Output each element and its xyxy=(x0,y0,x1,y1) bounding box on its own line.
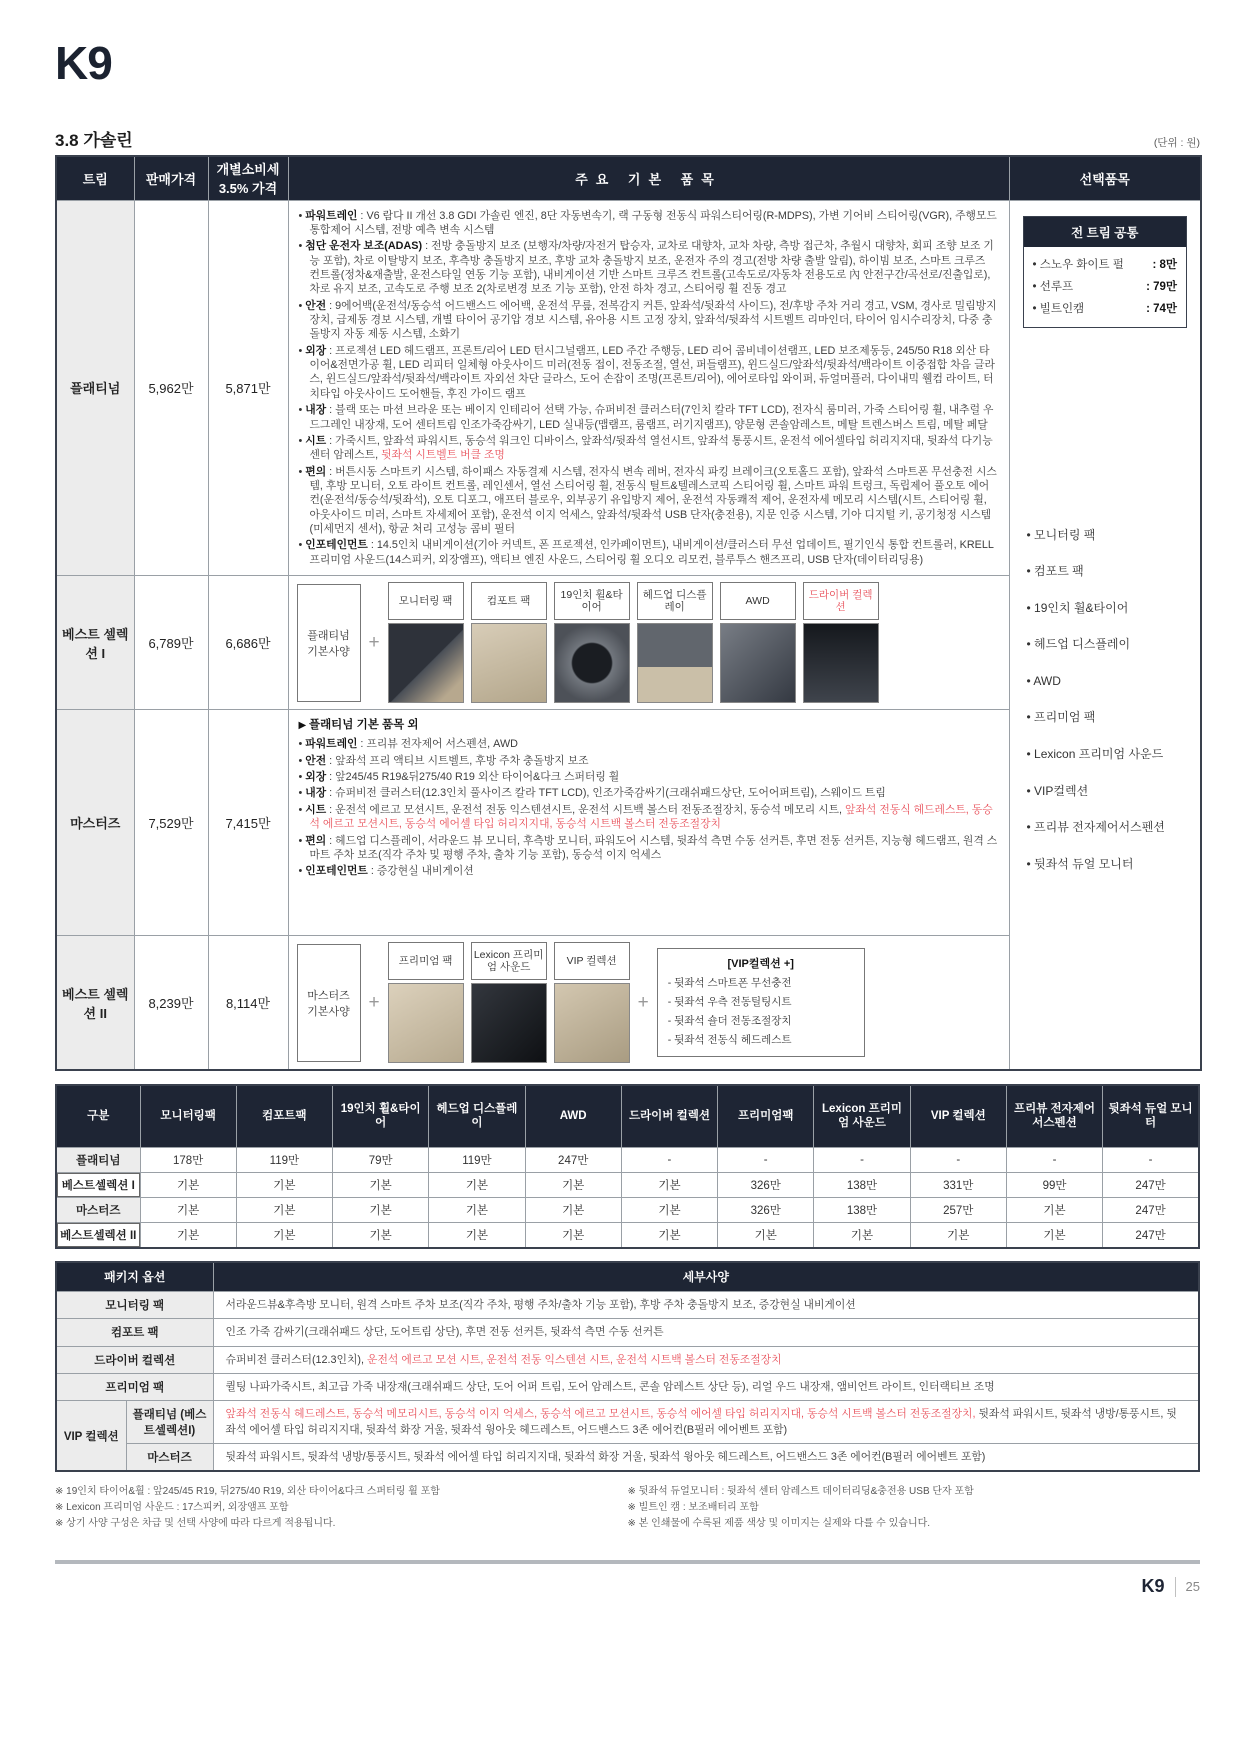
feature-colon: : xyxy=(422,240,432,253)
matrix-price-cell: 기본 xyxy=(1006,1222,1102,1248)
feature-label: 편의 xyxy=(305,834,327,847)
feature-text: V6 람다 II 개선 3.8 GDI 가솔린 엔진, 8단 자동변속기, 랙 구동형 전동식 파워스티어링(R-MDPS), 가변 기어비 스티어링(VGR), 주행모드 통합제어 시스템, 전방 예측 변속 시스템 xyxy=(309,209,997,236)
sale-price: 7,529만 xyxy=(134,710,208,936)
footnote: ※ Lexicon 프리미엄 사운드 : 17스피커, 외장앰프 포함 xyxy=(55,1502,289,1514)
footnote: ※ 본 인쇄물에 수록된 제품 색상 및 이미지는 실제와 다를 수 있습니다. xyxy=(627,1518,931,1530)
matrix-price-cell: 기본 xyxy=(621,1172,717,1197)
feature-text: 앞좌석 프리 액티브 시트벨트, 후방 주차 충돌방지 보조 xyxy=(335,754,589,767)
matrix-price-cell: 247만 xyxy=(1103,1222,1199,1248)
feature-label: 외장 xyxy=(305,771,327,784)
package-row xyxy=(56,1373,1199,1400)
feature-label: 외장 xyxy=(305,344,327,357)
sidebar-option: • Lexicon 프리미엄 사운드 xyxy=(1027,747,1179,763)
matrix-price-cell: 138만 xyxy=(814,1172,910,1197)
feature-label: 내장 xyxy=(305,404,327,417)
feature-text: 버튼시동 스마트키 시스템, 하이패스 자동결제 시스템, 전자식 변속 레버, 전자식 파킹 브레이크(오토홀드 포함), 앞좌석 스마트폰 무선충전 시스템, 후방 모니터, 오토 라이트 컨트롤, 레인센서, 열선 스티어링 휠, 전동식 틸트&텔레스코픽 스티어링 휠, 스마트 파워 트렁크, 독립제어 풀오토 에어컨(운전석/동승석/뒷좌석), 오토 디포그, 애프터 블로우, 외부공기 유입방지 제어, 운전석 자동쾌적 제어, 운전자세 메모리 시스템(시트, 스티어링 휠, 아웃사이드 미러, 스마트 자세제어 포함), 운전석 이지 억세스, 앞좌석/뒷좌석 USB 단자(충전용), 지문 인증 시스템, 기아 디지털 키, 공기청정 시스템(미세먼지 센서), 항균 처리 고성능 콤비 필터 xyxy=(309,465,997,536)
plus-icon: + xyxy=(368,631,380,653)
unit-note: (단위 : 원) xyxy=(1153,137,1200,149)
matrix-price-cell: 79만 xyxy=(333,1147,429,1172)
package-row xyxy=(56,1400,1199,1443)
matrix-price-cell: - xyxy=(1006,1147,1102,1172)
option-card-photo xyxy=(720,623,796,703)
col-header-options: 선택품목 xyxy=(1009,156,1201,200)
option-card xyxy=(471,582,547,703)
package-desc-text: 슈퍼비전 클러스터(12.3인치), xyxy=(225,1353,368,1366)
matrix-price-cell: 119만 xyxy=(236,1147,332,1172)
common-option-label: • 빌트인캠 xyxy=(1033,300,1085,316)
feature-item xyxy=(299,754,999,768)
matrix-price-cell: 기본 xyxy=(333,1172,429,1197)
masters-note: ▶ 플래티넘 기본 품목 외 xyxy=(299,718,999,733)
feature-colon: : xyxy=(367,865,377,878)
matrix-row xyxy=(56,1147,1199,1172)
matrix-price-cell: 기본 xyxy=(236,1172,332,1197)
footnote: ※ 뒷좌석 듀얼모니터 : 뒷좌석 센터 암레스트 데이터리딩&충전용 USB 단자 포함 xyxy=(627,1486,974,1498)
matrix-price-cell: 178만 xyxy=(140,1147,236,1172)
engine-subtitle: 3.8 가솔린 xyxy=(55,131,133,150)
feature-colon: : xyxy=(326,834,336,847)
option-sidebar-cell xyxy=(1009,200,1201,1070)
vip-box-title: [VIP컬렉션 +] xyxy=(727,958,794,971)
feature-label: 시트 xyxy=(305,803,327,816)
matrix-price-cell: 331만 xyxy=(910,1172,1006,1197)
feature-label: 파워트레인 xyxy=(305,209,358,222)
tax-benefit-price: 8,114만 xyxy=(208,936,288,1071)
feature-colon: : xyxy=(357,209,367,222)
common-box-title: 전 트림 공통 xyxy=(1024,217,1187,247)
matrix-price-cell: 기본 xyxy=(140,1197,236,1222)
feature-text: 앞245/45 R19&뒤275/40 R19 외산 타이어&다크 스퍼터링 휠 xyxy=(335,771,620,784)
matrix-price-cell: 기본 xyxy=(140,1172,236,1197)
footnotes-left xyxy=(55,1484,628,1532)
option-card-label: VIP 컬렉션 xyxy=(554,942,630,980)
package-desc-text: 앞좌석 전동식 헤드레스트, 동승석 메모리시트, 동승석 이지 억세스, 동승석 에르고 모션시트, 동승석 에어셀 타입 허리지지대, 동승석 시트백 볼스터 전동조절장치, xyxy=(225,1407,979,1420)
option-card xyxy=(554,582,630,703)
common-option-price: : 8만 xyxy=(1152,258,1177,271)
matrix-price-cell: 326만 xyxy=(718,1197,814,1222)
trim-row-platinum xyxy=(56,200,1201,576)
section-header xyxy=(55,126,1200,151)
option-card-photo xyxy=(637,623,713,703)
sale-price: 8,239만 xyxy=(134,936,208,1071)
sidebar-option: • 프리미엄 팩 xyxy=(1027,710,1179,726)
feature-item xyxy=(299,403,999,432)
footnotes-right xyxy=(628,1484,1201,1532)
sidebar-option: • 컴포트 팩 xyxy=(1027,564,1179,580)
common-option-label: • 스노우 화이트 펄 xyxy=(1033,256,1124,272)
option-card-label: 헤드업 디스플레이 xyxy=(637,582,713,620)
trim-name: 플래티넘 xyxy=(56,200,134,576)
best-selection-2-content xyxy=(288,936,1009,1071)
option-card xyxy=(388,582,464,703)
sidebar-option: • 뒷좌석 듀얼 모니터 xyxy=(1027,857,1179,873)
common-option-price: : 74만 xyxy=(1146,302,1177,315)
package-desc-text: 운전석 에르고 모션 시트, 운전석 전동 익스텐션 시트, 운전석 시트백 볼스터 전동조절장치 xyxy=(367,1353,782,1366)
vip-feature: - 뒷좌석 스마트폰 무선충전 xyxy=(667,977,792,990)
matrix-price-cell: 257만 xyxy=(910,1197,1006,1222)
package-name: 드라이버 컬렉션 xyxy=(56,1346,213,1373)
matrix-price-cell: 기본 xyxy=(910,1222,1006,1248)
table-header-row xyxy=(56,156,1201,200)
matrix-header-cell: 뒷좌석 듀얼 모니터 xyxy=(1103,1085,1199,1147)
matrix-trim-label: 마스터즈 xyxy=(56,1197,140,1222)
feature-item xyxy=(299,299,999,342)
feature-item xyxy=(299,770,999,784)
option-card xyxy=(637,582,713,703)
package-desc xyxy=(213,1292,1199,1319)
feature-text: 운전석 에르고 모션시트, 운전석 전동 익스텐션시트, 운전석 시트백 볼스터 전동조절장치, 동승석 메모리 시트, xyxy=(335,803,846,816)
package-desc xyxy=(213,1319,1199,1346)
matrix-price-cell: 기본 xyxy=(429,1197,525,1222)
package-name: 모니터링 팩 xyxy=(56,1292,213,1319)
matrix-price-cell: 기본 xyxy=(621,1197,717,1222)
package-desc-text: 퀼팅 나파가죽시트, 최고급 가죽 내장재(크래쉬패드 상단, 도어 어퍼 트림, 도어 암레스트, 콘솔 암레스트 상단 등), 리얼 우드 내장재, 앰비언트 라이트, 인터랙티브 조명 xyxy=(225,1380,995,1393)
package-row xyxy=(56,1444,1199,1472)
feature-text: 앞좌석 전동식 헤드레스트, 동승석 에르고 모션시트, 동승석 에어셀 타입 허리지지대, 동승석 시트백 볼스터 전동조절장치 xyxy=(309,803,993,831)
trim-spec-table xyxy=(55,155,1202,1071)
footer-divider-bar xyxy=(55,1560,1200,1564)
footnote: ※ 상기 사양 구성은 차급 및 선택 사양에 따라 다르게 적용됩니다. xyxy=(55,1518,336,1530)
matrix-header-cell: 프리미엄팩 xyxy=(718,1085,814,1147)
matrix-price-cell: 기본 xyxy=(621,1222,717,1248)
matrix-price-cell: 119만 xyxy=(429,1147,525,1172)
col-header-price: 판매가격 xyxy=(134,156,208,200)
feature-text: 9에어백(운전석/동승석 어드밴스드 에어백, 운전석 무릎, 전복감지 커튼, 앞좌석/뒷좌석 사이드), 전/후방 주차 거리 경고, VSM, 경사로 밀림방지장치, 급제동 경보 시스템, 개별 타이어 공기압 경보 시스템, 유아용 시트 고정 장치, 앞좌석/뒷좌석 시트벨트 리마인더, 타이어 임시수리장치, 다중 충돌방지 자동 제동 시스템, 소화기 xyxy=(309,299,997,341)
matrix-header-cell: 드라이버 컬렉션 xyxy=(621,1085,717,1147)
tax-benefit-price: 7,415만 xyxy=(208,710,288,936)
package-detail-table xyxy=(55,1261,1200,1473)
feature-item xyxy=(299,737,999,751)
matrix-price-cell: 기본 xyxy=(236,1222,332,1248)
matrix-price-cell: 247만 xyxy=(525,1147,621,1172)
package-desc-text: 뒷좌석 파워시트, 뒷좌석 냉방/통풍시트, 뒷좌석 에어셀 타입 허리지지대, 뒷좌석 화장 거울, 뒷좌석 윙아웃 헤드레스트, 어드밴스드 3존 에어컨(B필러 에어벤트 포함) xyxy=(225,1407,1177,1437)
trim-name: 마스터즈 xyxy=(56,710,134,936)
matrix-price-cell: 기본 xyxy=(525,1172,621,1197)
common-option-list xyxy=(1024,247,1187,327)
option-card-photo xyxy=(554,623,630,703)
matrix-price-cell: 기본 xyxy=(236,1197,332,1222)
matrix-price-cell: 기본 xyxy=(429,1172,525,1197)
matrix-price-cell: 247만 xyxy=(1103,1197,1199,1222)
package-desc xyxy=(213,1400,1199,1443)
tax-benefit-price: 6,686만 xyxy=(208,576,288,710)
matrix-trim-label: 플래티넘 xyxy=(56,1147,140,1172)
all-trim-common-box xyxy=(1023,216,1188,328)
tax-benefit-price: 5,871만 xyxy=(208,200,288,576)
sale-price: 6,789만 xyxy=(134,576,208,710)
package-name: VIP 컬렉션 xyxy=(56,1400,126,1471)
feature-colon: : xyxy=(326,787,336,800)
package-desc xyxy=(213,1373,1199,1400)
matrix-header-cell: 모니터링팩 xyxy=(140,1085,236,1147)
option-card-label: 컴포트 팩 xyxy=(471,582,547,620)
page-number: 25 xyxy=(1185,1579,1200,1595)
feature-text: 14.5인치 내비게이션(기아 커넥트, 폰 프로젝션, 인카페이먼트), 내비게이션/클러스터 무선 업데이트, 필기인식 통합 컨트롤러, KRELL 프리미엄 사운드(14스피커, 외장앰프), 액티브 엔진 사운드, 스티어링 휠 오디오 리모컨, 블루투스 핸즈프리, USB 단자(데이터리딩용) xyxy=(309,539,994,566)
package-name-header: 패키지 옵션 xyxy=(56,1262,213,1292)
sidebar-option: • 모니터링 팩 xyxy=(1027,528,1179,544)
feature-text: 가죽시트, 앞좌석 파워시트, 동승석 워크인 디바이스, 앞좌석/뒷좌석 열선시트, 앞좌석 통풍시트, 운전석 에어셀타입 허리지지대, 뒷좌석 다기능 센터 암레스트, xyxy=(309,434,993,462)
matrix-price-cell: 기본 xyxy=(1006,1197,1102,1222)
col-header-trim: 트림 xyxy=(56,156,134,200)
feature-colon: : xyxy=(367,539,377,552)
option-card-label: 프리미엄 팩 xyxy=(388,942,464,980)
footer-model-name: K9 xyxy=(1141,1576,1165,1597)
option-card-photo xyxy=(471,623,547,703)
matrix-header-cell: VIP 컬렉션 xyxy=(910,1085,1006,1147)
option-card xyxy=(554,942,630,1063)
option-card-photo xyxy=(388,623,464,703)
matrix-trim-label: 베스트셀렉션 II xyxy=(56,1222,140,1248)
feature-item xyxy=(299,538,999,567)
option-card-label: 모니터링 팩 xyxy=(388,582,464,620)
feature-label: 파워트레인 xyxy=(305,738,358,751)
matrix-price-cell: 138만 xyxy=(814,1197,910,1222)
option-card xyxy=(471,942,547,1063)
feature-item xyxy=(299,786,999,800)
sidebar-option: • 헤드업 디스플레이 xyxy=(1027,637,1179,653)
sidebar-option: • 19인치 휠&타이어 xyxy=(1027,601,1179,617)
feature-colon: : xyxy=(326,299,336,312)
footnote: ※ 19인치 타이어&휠 : 앞245/45 R19, 뒤275/40 R19, 외산 타이어&다크 스퍼터링 휠 포함 xyxy=(55,1486,440,1498)
sidebar-option: • VIP컬렉션 xyxy=(1027,784,1179,800)
common-option xyxy=(1024,275,1187,297)
matrix-trim-label: 베스트셀렉션 I xyxy=(56,1172,140,1197)
package-row xyxy=(56,1319,1199,1346)
feature-label: 안전 xyxy=(305,299,327,312)
feature-item xyxy=(299,239,999,296)
matrix-price-cell: - xyxy=(1103,1147,1199,1172)
plus-icon: + xyxy=(637,991,649,1013)
matrix-price-cell: - xyxy=(621,1147,717,1172)
feature-label: 편의 xyxy=(305,465,327,478)
option-card-label: Lexicon 프리미엄 사운드 xyxy=(471,942,547,980)
feature-text: 프리뷰 전자제어 서스펜션, AWD xyxy=(366,738,518,751)
option-card-strip xyxy=(388,942,630,1063)
matrix-price-cell: 기본 xyxy=(525,1197,621,1222)
feature-item xyxy=(299,834,999,863)
common-option xyxy=(1024,253,1187,275)
package-row xyxy=(56,1292,1199,1319)
package-subname: 플래티넘 (베스트셀렉션I) xyxy=(126,1400,213,1443)
package-row xyxy=(56,1346,1199,1373)
option-price-header-row xyxy=(56,1085,1199,1147)
option-price-table xyxy=(55,1084,1200,1249)
trim-name: 베스트 셀렉션 I xyxy=(56,576,134,710)
base-spec-box: 플래티넘 기본사양 xyxy=(297,584,361,702)
best-selection-1-content xyxy=(288,576,1009,710)
matrix-price-cell: 기본 xyxy=(814,1222,910,1248)
feature-colon: : xyxy=(326,771,336,784)
matrix-price-cell: 기본 xyxy=(333,1197,429,1222)
sidebar-option: • AWD xyxy=(1027,674,1179,690)
feature-text: 프로젝션 LED 헤드램프, 프론트/리어 LED 턴시그널램프, LED 주간 주행등, LED 리어 콤비네이션램프, LED 보조제동등, 245/50 R18 외산 타이어&전면가공 휠, LED 리피터 일체형 아웃사이드 미러(전동 접이, 전동조절, 열선, 퍼들램프), 윈드실드/앞좌석/뒷좌석/백라이트 이중접합 차음 글라스, 윈드실드/앞좌석/뒷좌석/백라이트 자외선 차단 글라스, 도어 손잡이 조명(프론트/리어), 에어로타입 와이퍼, 듀얼머플러, 다이내믹 웰컴 라이트, 터치타입 아웃사이드 도어핸들, 후진 가이드 램프 xyxy=(309,344,995,400)
option-card-photo xyxy=(554,983,630,1063)
page-title: K9 xyxy=(55,37,112,89)
package-desc-text: 인조 가죽 감싸기(크래쉬패드 상단, 도어트림 상단), 후면 전동 선커튼, 뒷좌석 측면 수동 선커튼 xyxy=(225,1326,664,1339)
matrix-row xyxy=(56,1197,1199,1222)
matrix-price-cell: - xyxy=(910,1147,1006,1172)
feature-item xyxy=(299,344,999,401)
matrix-header-cell: 구분 xyxy=(56,1085,140,1147)
vip-feature: - 뒷좌석 전동식 헤드레스트 xyxy=(667,1034,792,1047)
col-header-main-items: 주요 기본 품목 xyxy=(288,156,1009,200)
footnote: ※ 빌트인 캠 : 보조배터리 포함 xyxy=(627,1502,759,1514)
masters-features-cell xyxy=(288,710,1009,936)
package-desc xyxy=(213,1346,1199,1373)
matrix-header-cell: 프리뷰 전자제어 서스펜션 xyxy=(1006,1085,1102,1147)
page-footer xyxy=(55,1576,1200,1597)
feature-label: 인포테인먼트 xyxy=(305,539,368,552)
feature-text: 슈퍼비전 클러스터(12.3인치 풀사이즈 칼라 TFT LCD), 인조가죽감싸기(크래쉬패드상단, 도어어퍼트림), 스웨이드 트림 xyxy=(335,787,886,800)
package-desc-text: 서라운드뷰&후측방 모니터, 원격 스마트 주차 보조(직각 주차, 평행 주차/출차 기능 포함), 후방 주차 충돌방지 보조, 증강현실 내비게이션 xyxy=(225,1299,856,1312)
sale-price: 5,962만 xyxy=(134,200,208,576)
matrix-header-cell: AWD xyxy=(525,1085,621,1147)
matrix-price-cell: - xyxy=(718,1147,814,1172)
package-desc-text: 뒷좌석 파워시트, 뒷좌석 냉방/통풍시트, 뒷좌석 에어셀 타입 허리지지대, 뒷좌석 화장 거울, 뒷좌석 윙아웃 헤드레스트, 어드밴스드 3존 에어컨(B필러 에어벤트 포함) xyxy=(225,1451,986,1464)
matrix-header-cell: Lexicon 프리미엄 사운드 xyxy=(814,1085,910,1147)
feature-colon: : xyxy=(326,803,336,816)
matrix-price-cell: 99만 xyxy=(1006,1172,1102,1197)
plus-icon: + xyxy=(368,991,380,1013)
vip-collection-plus-box xyxy=(657,948,865,1057)
feature-item xyxy=(299,864,999,878)
package-name: 프리미엄 팩 xyxy=(56,1373,213,1400)
matrix-price-cell: 기본 xyxy=(718,1222,814,1248)
matrix-price-cell: 기본 xyxy=(429,1222,525,1248)
package-subname: 마스터즈 xyxy=(126,1444,213,1472)
feature-text: 헤드업 디스플레이, 서라운드 뷰 모니터, 후측방 모니터, 파워도어 시스템, 뒷좌석 측면 수동 선커튼, 후면 전동 선커튼, 지능형 헤드램프, 원격 스마트 주차 보조(직각 주차 및 평행 주차, 출차 기능 포함), 동승석 이지 억세스 xyxy=(309,834,998,861)
matrix-row xyxy=(56,1222,1199,1248)
feature-colon: : xyxy=(357,738,367,751)
platinum-features-cell xyxy=(288,200,1009,576)
col-header-tax-price: 개별소비세 3.5% 가격 xyxy=(208,156,288,200)
matrix-price-cell: - xyxy=(814,1147,910,1172)
matrix-price-cell: 기본 xyxy=(140,1222,236,1248)
option-card-label: 19인치 휠&타이어 xyxy=(554,582,630,620)
option-card-label: AWD xyxy=(720,582,796,620)
feature-label: 인포테인먼트 xyxy=(305,865,368,878)
matrix-price-cell: 기본 xyxy=(333,1222,429,1248)
option-card-photo xyxy=(803,623,879,703)
optional-pack-list xyxy=(1027,528,1179,873)
matrix-row xyxy=(56,1172,1199,1197)
feature-colon: : xyxy=(326,434,336,447)
option-card-photo xyxy=(471,983,547,1063)
option-card-strip xyxy=(388,582,879,703)
feature-text: 증강현실 내비게이션 xyxy=(376,865,474,878)
feature-text: 전방 충돌방지 보조 (보행자/차량/자전거 탑승자, 교차로 대향차, 교차 차량, 측방 접근차, 추월시 대향차, 회피 조향 보조 기능 포함), 차로 이탈방지 보조, 후측방 충돌방지 보조, 후방 교차 충돌방지 보조, 운전자 주의 경고(전방 차량 출발 알림), 하이빔 보조, 스마트 크루즈 컨트롤(정차&재출발, 운전스타일 연동 기능 포함), 내비게이션 기반 스마트 크루즈 컨트롤(고속도로/자동차 전용도로 內 안전구간/곡선로/진출입로), 차로 유지 보조, 고속도로 주행 보조 2(차로변경 보조 기능 포함), 안전 하차 경고, 스티어링 휠 진동 경고 xyxy=(309,240,994,296)
feature-label: 내장 xyxy=(305,787,327,800)
matrix-header-cell: 컴포트팩 xyxy=(236,1085,332,1147)
option-card xyxy=(720,582,796,703)
feature-colon: : xyxy=(326,344,336,357)
sidebar-option: • 프리뷰 전자제어서스펜션 xyxy=(1027,820,1179,836)
matrix-price-cell: 326만 xyxy=(718,1172,814,1197)
trim-name: 베스트 셀렉션 II xyxy=(56,936,134,1071)
common-option-label: • 선루프 xyxy=(1033,278,1074,294)
package-desc xyxy=(213,1444,1199,1472)
package-header-row xyxy=(56,1262,1199,1292)
feature-item xyxy=(299,434,999,463)
option-card xyxy=(388,942,464,1063)
feature-item xyxy=(299,465,999,537)
matrix-header-cell: 헤드업 디스플레이 xyxy=(429,1085,525,1147)
footer-separator xyxy=(1175,1577,1176,1597)
common-option-price: : 79만 xyxy=(1146,280,1177,293)
feature-text: 블랙 또는 마션 브라운 또는 베이지 인테리어 선택 가능, 슈퍼비전 클러스터(7인치 칼라 TFT LCD), 전자식 룸미러, 가죽 스티어링 휠, 내추럴 우드그레인 내장재, 도어 센터트림 인조가죽감싸기, LED 실내등(맵램프, 룸램프, 러기지램프), 양문형 콘솔암레스트, 메탈 트렌스버스 트림, 메탈 페달 xyxy=(309,404,994,431)
matrix-header-cell: 19인치 휠&타이어 xyxy=(333,1085,429,1147)
base-spec-box: 마스터즈 기본사양 xyxy=(297,944,361,1062)
feature-text: 뒷좌석 시트벨트 버클 조명 xyxy=(381,449,505,462)
package-name: 컴포트 팩 xyxy=(56,1319,213,1346)
feature-item xyxy=(299,803,999,832)
feature-label: 시트 xyxy=(305,434,327,447)
option-card-photo xyxy=(388,983,464,1063)
option-card-label: 드라이버 컬렉션 xyxy=(803,582,879,620)
option-card xyxy=(803,582,879,703)
feature-colon: : xyxy=(326,754,336,767)
footnotes xyxy=(55,1484,1200,1532)
feature-item xyxy=(299,209,999,238)
package-detail-header: 세부사양 xyxy=(213,1262,1199,1292)
vip-feature: - 뒷좌석 숄더 전동조절장치 xyxy=(667,1015,792,1028)
feature-label: 첨단 운전자 보조(ADAS) xyxy=(305,240,423,253)
vip-feature-list xyxy=(668,974,854,1050)
feature-colon: : xyxy=(326,465,336,478)
common-option xyxy=(1024,297,1187,319)
feature-colon: : xyxy=(326,404,336,417)
vip-feature: - 뒷좌석 우측 전동틸팅시트 xyxy=(667,996,792,1009)
feature-label: 안전 xyxy=(305,754,327,767)
matrix-price-cell: 기본 xyxy=(525,1222,621,1248)
matrix-price-cell: 247만 xyxy=(1103,1172,1199,1197)
